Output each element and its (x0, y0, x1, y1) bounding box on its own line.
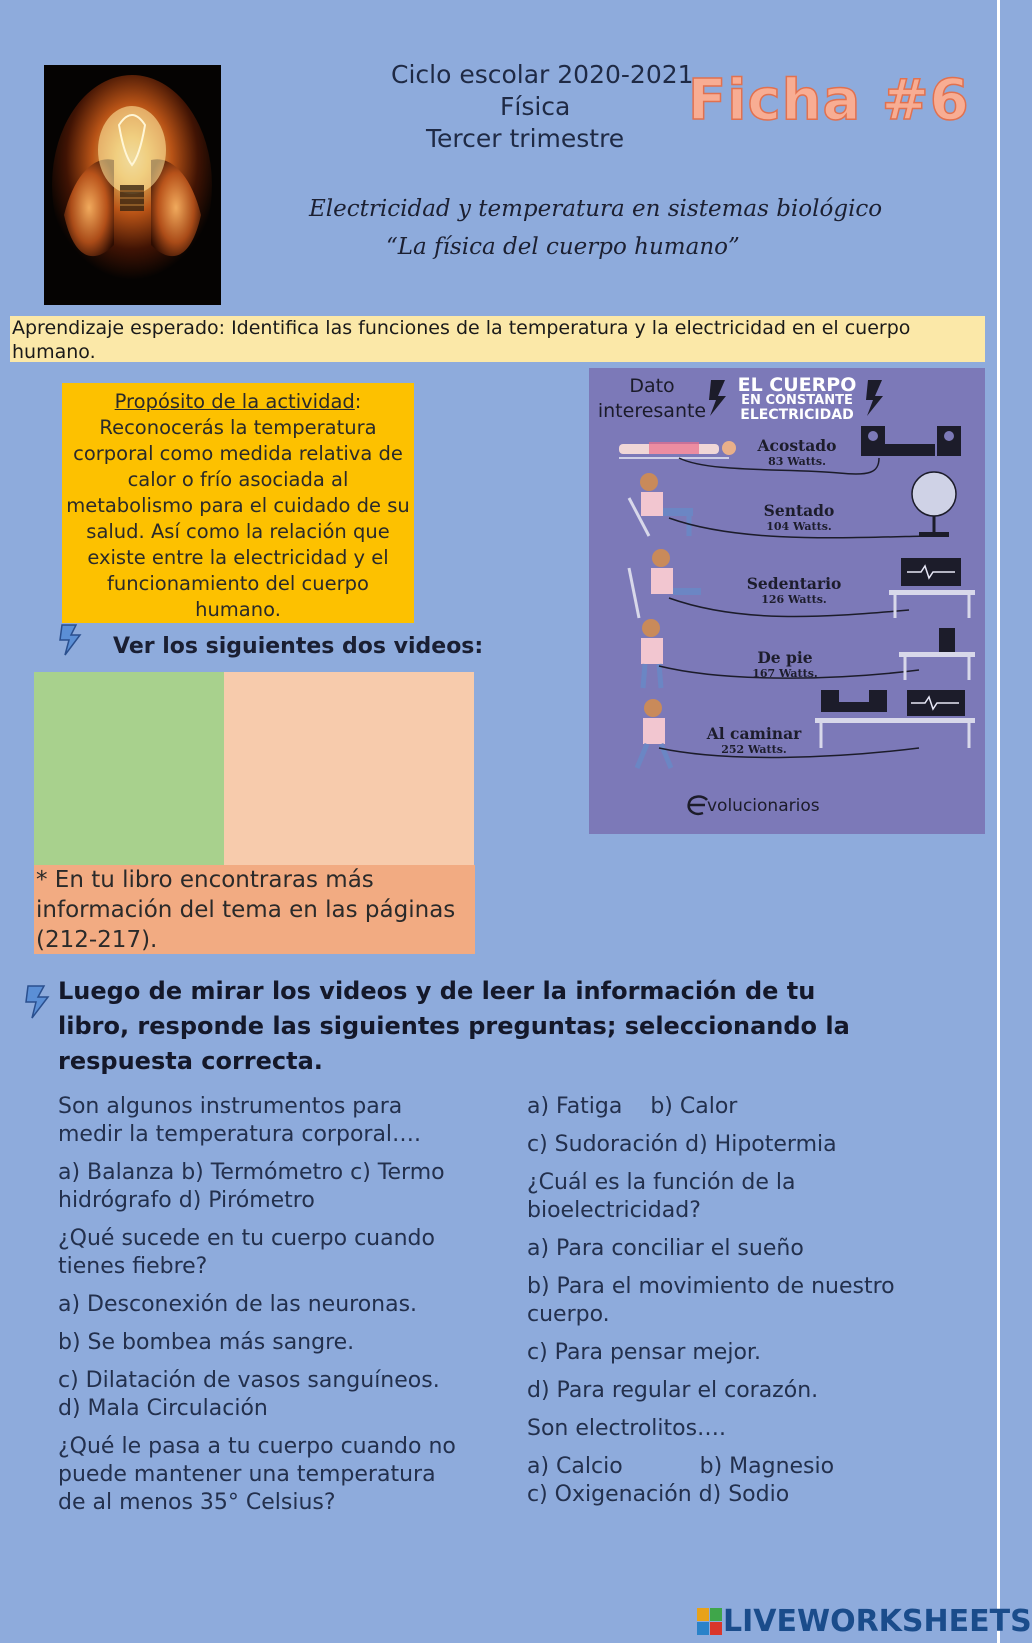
computer-monitor-device (889, 558, 975, 618)
infographic-title-line-1: EL CUERPO (737, 374, 857, 396)
lightning-bolt-icon (56, 622, 90, 658)
lightbulb-photo (44, 65, 221, 305)
walking-devices (815, 690, 975, 748)
activity-watts: 167 Watts. (752, 667, 818, 680)
activity-de-pie (735, 648, 835, 680)
topic-subtitle: “La física del cuerpo humano” (386, 234, 740, 260)
question-4-option-a[interactable]: a) Para conciliar el sueño (527, 1236, 804, 1261)
activity-name: Al caminar (706, 724, 802, 743)
questions-left-column (58, 1093, 458, 1517)
video-embed-2[interactable] (224, 672, 474, 865)
question-3: ¿Qué le pasa a tu cuerpo cuando no puede mantener una temperatura de al menos 35° Celsius? (58, 1434, 456, 1515)
interesting-fact-label: Dato interesante (597, 375, 707, 422)
lightning-right-icon (864, 378, 886, 418)
walking-person-figure (637, 699, 671, 768)
question-3-options-ab[interactable]: a) Fatiga b) Calor (527, 1094, 738, 1119)
question-2-option-b[interactable]: b) Se bombea más sangre. (58, 1330, 355, 1355)
activity-watts: 83 Watts. (768, 455, 826, 468)
question-4: ¿Cuál es la función de la bioelectricidad? (527, 1170, 796, 1223)
fan-device (912, 472, 956, 537)
video-embed-1[interactable] (34, 672, 224, 865)
page-edge (997, 0, 1000, 1643)
purpose-colon: : (354, 390, 362, 413)
activity-name: Sentado (763, 501, 835, 520)
question-4-option-d[interactable]: d) Para regular el corazón. (527, 1378, 819, 1403)
activity-watts: 126 Watts. (761, 593, 827, 606)
question-2-option-a[interactable]: a) Desconexión de las neuronas. (58, 1292, 418, 1317)
infographic-title-line-2: EN CONSTANTE (741, 393, 853, 408)
question-1: Son algunos instrumentos para medir la temperatura corporal…. (58, 1094, 422, 1147)
standing-person-figure (641, 619, 663, 688)
body-electricity-infographic (589, 368, 985, 834)
activity-acostado (737, 436, 857, 468)
purpose-text: Reconocerás la temperatura corporal como medida relativa de calor o frío asociada al metabolismo para el cuidado de su salud. Así como la relación que existe entre la electricidad y el funcionamiento del cuerpo humano. (66, 416, 410, 621)
book-note: * En tu libro encontraras más información del tema en las páginas (212-217). (34, 865, 475, 954)
infographic-title-line-3: ELECTRICIDAD (740, 407, 854, 423)
infographic-title (727, 376, 867, 423)
quiz-instructions: Luego de mirar los videos y de leer la información de tu libro, responde las siguientes preguntas; seleccionando la respuesta correcta. (58, 977, 850, 1075)
lightning-left-icon (707, 378, 729, 418)
purpose-title: Propósito de la actividad (114, 390, 355, 413)
sedentary-person-figure (629, 549, 701, 618)
activity-watts: 252 Watts. (721, 743, 787, 756)
activity-watts: 104 Watts. (766, 520, 832, 533)
sheet-number: Ficha #6 (688, 68, 970, 133)
question-2-option-cd[interactable]: c) Dilatación de vasos sanguíneos. d) Mala Circulación (58, 1368, 440, 1421)
question-4-option-b[interactable]: b) Para el movimiento de nuestro cuerpo. (527, 1274, 895, 1327)
subject-title: Física (500, 92, 571, 121)
activity-name: Sedentario (746, 574, 842, 593)
stereo-device (861, 426, 961, 456)
activity-al-caminar (699, 724, 809, 756)
lying-person-figure (619, 441, 736, 458)
question-1-options[interactable]: a) Balanza b) Termómetro c) Termo hidrógrafo d) Pirómetro (58, 1160, 445, 1213)
question-4-option-c[interactable]: c) Para pensar mejor. (527, 1340, 761, 1365)
videos-label: Ver los siguientes dos videos: (113, 634, 484, 659)
question-2: ¿Qué sucede en tu cuerpo cuando tienes fiebre? (58, 1226, 435, 1279)
liveworksheets-text: LIVEWORKSHEETS (723, 1604, 1032, 1639)
liveworksheets-mark-icon (697, 1608, 723, 1636)
questions-right-column (527, 1093, 907, 1509)
activity-name: Acostado (757, 436, 837, 455)
topic-title: Electricidad y temperatura en sistemas biológico (309, 196, 883, 222)
expected-learning: Aprendizaje esperado: Identifica las funciones de la temperatura y la electricidad en el cuerpo humano. (10, 316, 985, 362)
sitting-person-figure (629, 473, 693, 536)
activity-name: De pie (757, 648, 813, 667)
purpose-box (62, 383, 414, 623)
term-label: Tercer trimestre (426, 124, 625, 153)
liveworksheets-logo[interactable] (697, 1604, 1032, 1639)
lightbulb-image (44, 65, 221, 305)
desk-device (899, 628, 975, 680)
school-cycle: Ciclo escolar 2020-2021 (391, 60, 694, 89)
question-5-options[interactable]: a) Calcio b) Magnesio c) Oxigenación d) Sodio (527, 1454, 842, 1507)
activity-sentado (739, 501, 859, 533)
activity-sedentario (729, 574, 859, 606)
infographic-brand: volucionarios (707, 796, 820, 816)
lightning-bolt-icon (22, 983, 60, 1021)
question-3-options-cd[interactable]: c) Sudoración d) Hipotermia (527, 1132, 837, 1157)
question-5: Son electrolitos…. (527, 1416, 727, 1441)
